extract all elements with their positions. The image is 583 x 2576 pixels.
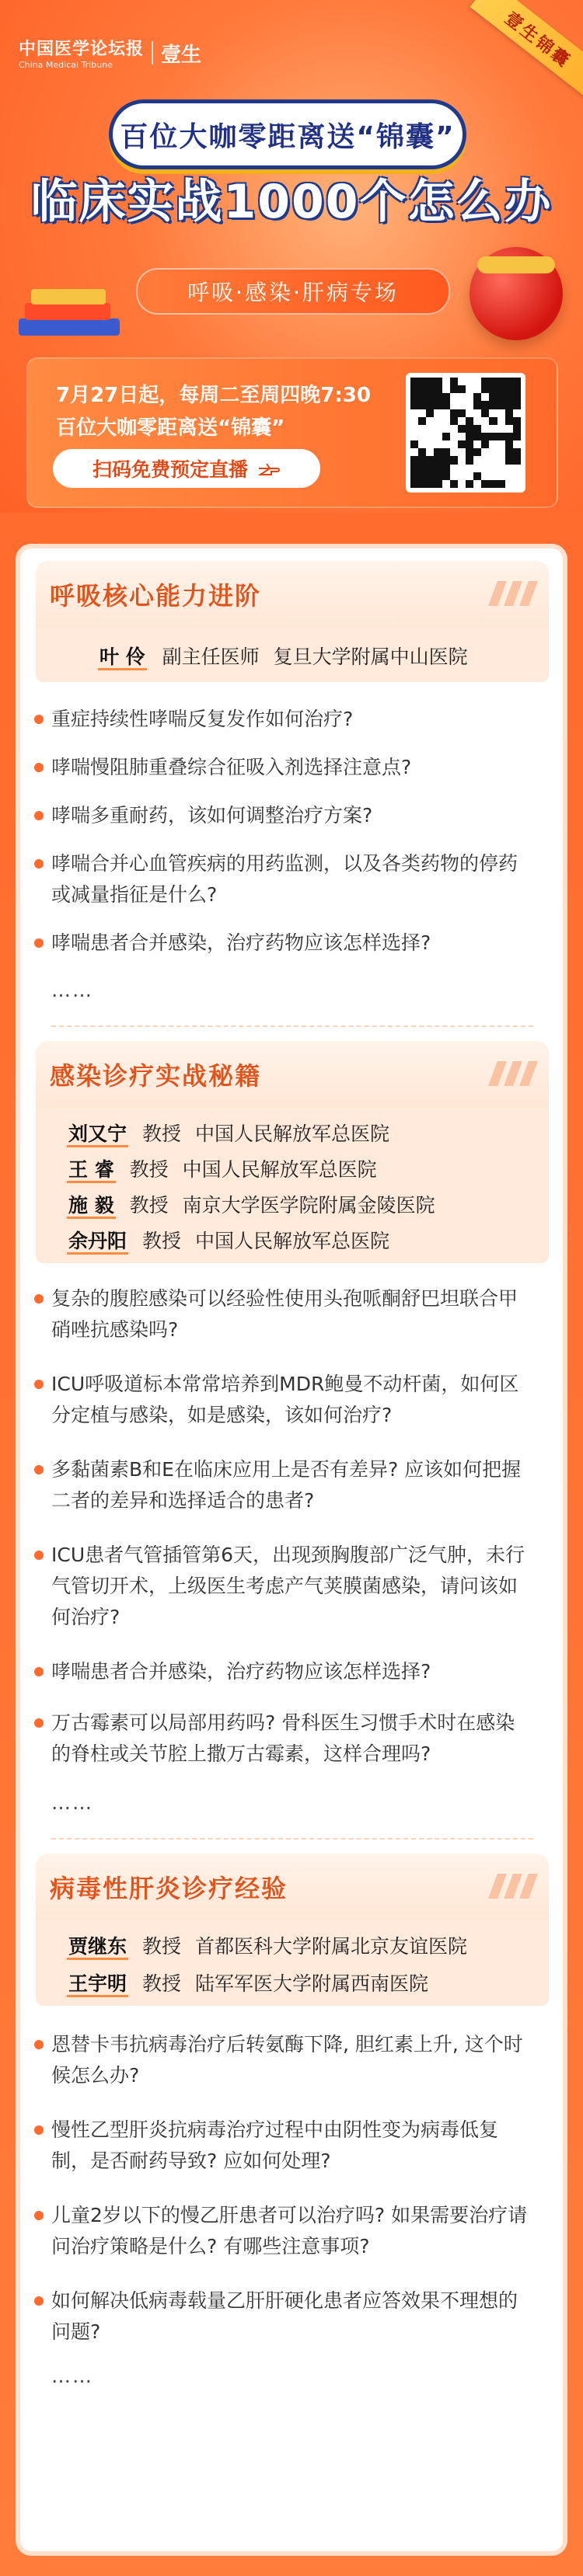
content-card (16, 544, 567, 2556)
bullet-dot-icon (34, 2125, 44, 2135)
schedule-panel (26, 357, 558, 508)
question-item: 多黏菌素B和E在临床应用上是否有差异? 应该如何把握二者的差异和选择适合的患者? (51, 1454, 533, 1516)
section-hepatitis-experts (36, 1920, 549, 2006)
header-stripes-decoration (493, 581, 533, 606)
question-item: 哮喘患者合并感染，治疗药物应该怎样选择? (51, 928, 533, 959)
logo-en-text: China Medical Tribune (19, 60, 113, 70)
schedule-line-2: 百位大咖零距离送“锦囊” (56, 416, 285, 440)
subtitle-pill: 呼吸·感染·肝病专场 (136, 268, 450, 315)
question-item: 如何解决低病毒载量乙肝肝硬化患者应答效果不理想的问题? (51, 2285, 533, 2348)
expert-hospital: 复旦大学附属中山医院 (273, 646, 468, 668)
more-ellipsis: …… (51, 1791, 93, 1814)
expert-role: 教授 (141, 1123, 181, 1145)
logo-divider (152, 41, 153, 64)
pot-band-decoration (477, 256, 555, 273)
expert-row (67, 1190, 435, 1218)
section-respiratory-header (36, 561, 549, 628)
question-item: 哮喘多重耐药，该如何调整治疗方案? (51, 800, 533, 831)
section-divider (51, 1025, 533, 1027)
books-illustration-icon (11, 280, 127, 350)
section-title: 感染诊疗实战秘籍 (50, 1061, 262, 1091)
expert-name: 刘又宁 (67, 1123, 128, 1147)
schedule-line-1: 7月27日起，每周二至周四晚7:30 (56, 384, 371, 407)
bullet-dot-icon (34, 811, 44, 820)
scan-button-label: 扫码免费预定直播 (92, 458, 248, 481)
expert-hospital: 中国人民解放军总医院 (182, 1158, 377, 1181)
expert-name: 王 睿 (67, 1158, 116, 1183)
section-infection-experts (36, 1108, 549, 1263)
section-respiratory-experts (36, 628, 549, 682)
title-pill: 百位大咖零距离送“锦囊” (109, 99, 466, 169)
bullet-dot-icon (34, 715, 44, 724)
bullet-dot-icon (34, 1718, 44, 1728)
bullet-dot-icon (34, 1551, 44, 1560)
question-item: 哮喘慢阻肺重叠综合征吸入剂选择注意点? (51, 752, 533, 783)
more-ellipsis: …… (51, 979, 93, 1001)
expert-hospital: 陆军军医大学附属西南医院 (194, 1972, 428, 1995)
expert-row (67, 1226, 389, 1254)
question-item: 哮喘患者合并感染，治疗药物应该怎样选择? (51, 1656, 533, 1687)
expert-row (67, 1119, 389, 1147)
bullet-dot-icon (34, 1380, 44, 1389)
question-item: 恩替卡韦抗病毒治疗后转氨酶下降, 胆红素上升, 这个时候怎么办? (51, 2029, 533, 2091)
question-item: 重症持续性哮喘反复发作如何治疗? (51, 704, 533, 735)
bullet-dot-icon (34, 1667, 44, 1676)
bullet-dot-icon (34, 938, 44, 948)
question-item: ICU患者气管插管第6天，出现颈胸腹部广泛气肿，未行气管切开术，上级医生考虑产气荚膜菌感染，请问该如何治疗? (51, 1540, 533, 1633)
question-item: 哮喘合并心血管疾病的用药监测，以及各类药物的停药或减量指征是什么? (51, 848, 533, 910)
bullet-dot-icon (34, 2040, 44, 2049)
expert-row (67, 1931, 467, 1959)
corner-ribbon: 壹生锦囊 (470, 0, 583, 98)
expert-role: 副主任医师 (162, 646, 260, 668)
question-item: 万古霉素可以局部用药吗? 骨科医生习惯手术时在感染的脊柱或关节腔上撒万古霉素，这样合理吗? (51, 1707, 533, 1770)
qr-code[interactable] (406, 373, 525, 493)
expert-name: 王宇明 (67, 1972, 128, 1997)
header-logo-group (19, 36, 201, 70)
question-item: 慢性乙型肝炎抗病毒治疗过程中由阴性变为病毒低复制，是否耐药导致? 应如何处理? (51, 2115, 533, 2177)
main-headline: 临床实战1000个怎么办 (30, 175, 553, 229)
expert-role: 教授 (141, 1972, 181, 1995)
scan-reserve-button[interactable] (53, 449, 320, 488)
more-ellipsis: …… (51, 2365, 93, 2387)
header-stripes-decoration (493, 1874, 533, 1899)
expert-name: 施 毅 (67, 1194, 116, 1219)
expert-hospital: 中国人民解放军总医院 (194, 1123, 389, 1145)
expert-name: 叶 伶 (98, 646, 147, 670)
question-item: 复杂的腹腔感染可以经验性使用头孢哌酮舒巴坦联合甲硝唑抗感染吗? (51, 1283, 533, 1345)
header-stripes-decoration (493, 1061, 533, 1086)
hero-banner (0, 0, 583, 513)
expert-hospital: 南京大学医学院附属金陵医院 (182, 1194, 435, 1217)
question-item: ICU呼吸道标本常常培养到MDR鲍曼不动杆菌，如何区分定植与感染，如是感染，该如何治疗? (51, 1369, 533, 1431)
expert-role: 教授 (141, 1230, 181, 1252)
bullet-dot-icon (34, 1465, 44, 1474)
bullet-dot-icon (34, 1294, 44, 1304)
expert-row (67, 1969, 428, 1996)
expert-hospital: 首都医科大学附属北京友谊医院 (194, 1935, 467, 1958)
expert-row (98, 642, 468, 670)
bullet-dot-icon (34, 763, 44, 772)
section-hepatitis-header (36, 1854, 549, 1920)
expert-name: 贾继东 (67, 1935, 128, 1960)
logo-cn-text: 中国医学论坛报 (19, 40, 145, 59)
section-infection-header (36, 1041, 549, 1108)
brand-name: 壹生 (161, 43, 202, 67)
expert-hospital: 中国人民解放军总医院 (194, 1230, 389, 1252)
qr-code-pattern (410, 378, 521, 488)
bullet-dot-icon (34, 859, 44, 869)
expert-role: 教授 (129, 1158, 169, 1181)
question-item: 儿童2岁以下的慢乙肝患者可以治疗吗? 如果需要治疗请问治疗策略是什么? 有哪些注意事项? (51, 2200, 533, 2262)
expert-name: 余丹阳 (67, 1230, 128, 1255)
bullet-dot-icon (34, 2211, 44, 2220)
pointing-hand-icon (257, 459, 281, 478)
expert-row (67, 1154, 377, 1182)
expert-role: 教授 (141, 1935, 181, 1958)
section-title: 呼吸核心能力进阶 (50, 581, 262, 611)
section-divider (51, 1838, 533, 1840)
expert-role: 教授 (129, 1194, 169, 1217)
bullet-dot-icon (34, 2296, 44, 2306)
section-title: 病毒性肝炎诊疗经验 (50, 1874, 288, 1903)
publisher-logo (19, 36, 144, 70)
